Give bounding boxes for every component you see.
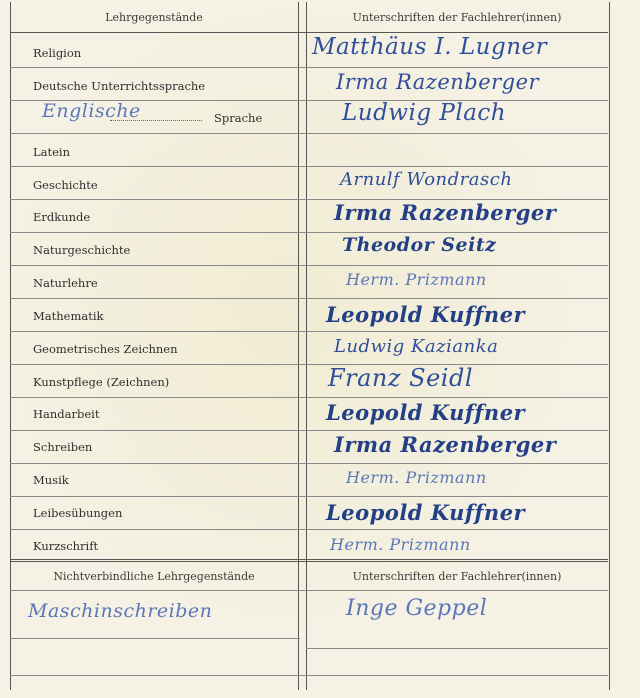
section-rule bbox=[10, 559, 608, 562]
header-subjects: Lehrgegenstände bbox=[105, 11, 203, 24]
teacher-signature: Herm. Prizmann bbox=[346, 468, 487, 487]
optional-subject: Maschinschreiben bbox=[28, 600, 213, 622]
teacher-signature: Matthäus I. Lugner bbox=[312, 34, 548, 60]
teacher-signature: Arnulf Wondrasch bbox=[340, 169, 513, 190]
teacher-signature: Irma Razenberger bbox=[334, 200, 557, 225]
row-rule bbox=[10, 298, 608, 299]
row-rule bbox=[10, 430, 608, 431]
teacher-signature: Herm. Prizmann bbox=[330, 535, 471, 554]
subject-label: Deutsche Unterrichtssprache bbox=[33, 79, 206, 93]
fill-in-dotted-line bbox=[110, 120, 202, 121]
teacher-signature: Leopold Kuffner bbox=[326, 500, 526, 525]
row-rule bbox=[10, 166, 608, 167]
header-rule bbox=[10, 32, 608, 33]
teacher-signature: Inge Geppel bbox=[346, 596, 488, 621]
subject-label: Leibesübungen bbox=[33, 506, 123, 520]
subject-label: Geometrisches Zeichnen bbox=[33, 342, 178, 356]
teacher-signature: Theodor Seitz bbox=[342, 234, 497, 256]
row-rule bbox=[10, 496, 608, 497]
teacher-signature: Irma Razenberger bbox=[334, 432, 557, 457]
row-rule bbox=[10, 463, 608, 464]
header-optional-signatures: Unterschriften der Fachlehrer(innen) bbox=[352, 570, 562, 583]
row-rule bbox=[10, 590, 608, 591]
teacher-signature: Leopold Kuffner bbox=[326, 400, 526, 425]
teacher-signature: Herm. Prizmann bbox=[346, 270, 487, 289]
subject-label: Naturlehre bbox=[33, 276, 98, 290]
subject-label: Latein bbox=[33, 145, 71, 159]
row-rule bbox=[10, 331, 608, 332]
handwritten-language: Englische bbox=[42, 100, 141, 122]
row-rule bbox=[10, 67, 608, 68]
row-rule bbox=[10, 397, 608, 398]
subject-label: Mathematik bbox=[33, 309, 104, 323]
teacher-signature: Ludwig Plach bbox=[342, 100, 507, 126]
row-rule bbox=[10, 675, 608, 676]
subject-label: Kurzschrift bbox=[33, 539, 99, 553]
subject-label: Musik bbox=[33, 473, 69, 487]
subject-label: Schreiben bbox=[33, 440, 93, 454]
subject-label: Naturgeschichte bbox=[33, 243, 131, 257]
subject-label: Kunstpflege (Zeichnen) bbox=[33, 375, 170, 389]
teacher-signature: Franz Seidl bbox=[328, 364, 474, 392]
row-rule bbox=[10, 638, 300, 639]
column-divider-left bbox=[298, 2, 299, 690]
row-rule bbox=[10, 265, 608, 266]
teacher-signature: Leopold Kuffner bbox=[326, 302, 526, 327]
column-divider-right bbox=[306, 2, 307, 690]
teacher-signature: Ludwig Kazianka bbox=[334, 336, 499, 357]
row-rule bbox=[10, 232, 608, 233]
subject-label: Geschichte bbox=[33, 178, 98, 192]
subject-label: Sprache bbox=[214, 111, 263, 125]
subject-label: Religion bbox=[33, 46, 82, 60]
row-rule bbox=[10, 529, 608, 530]
row-rule bbox=[10, 364, 608, 365]
subject-label: Handarbeit bbox=[33, 407, 100, 421]
header-signatures: Unterschriften der Fachlehrer(innen) bbox=[352, 11, 562, 24]
teacher-signature: Irma Razenberger bbox=[336, 70, 540, 94]
row-rule bbox=[306, 648, 608, 649]
row-rule bbox=[10, 133, 608, 134]
subject-label: Erdkunde bbox=[33, 210, 91, 224]
header-optional-subjects: Nichtverbindliche Lehrgegenstände bbox=[53, 570, 255, 583]
